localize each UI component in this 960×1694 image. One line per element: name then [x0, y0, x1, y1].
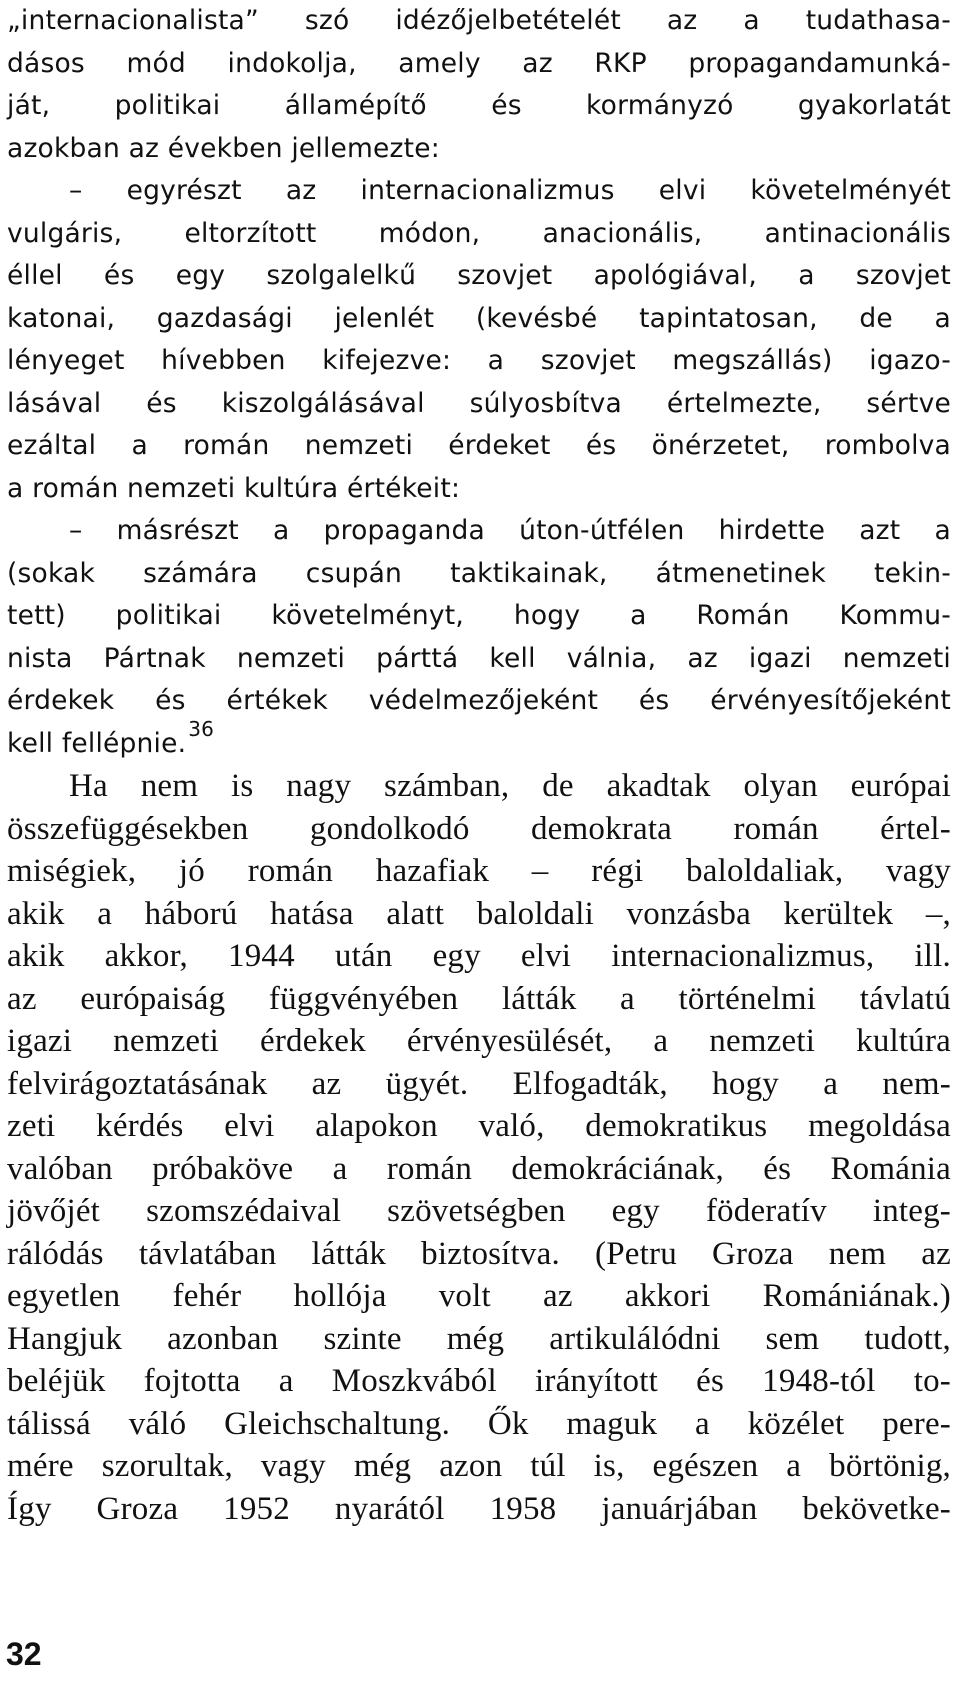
text-line: katonai, gazdasági jelenlét (kevésbé tapintatosan, de a: [7, 302, 951, 334]
text-line: valóban próbaköve a román demokráciának, és Románia: [7, 1150, 951, 1187]
text-line: jövőjét szomszédaival szövetségben egy föderatív integ-: [7, 1193, 951, 1229]
text-line: összefüggésekben gondolkodó demokrata román értel-: [7, 810, 951, 847]
text-line: – egyrészt az internacionalizmus elvi követelményét: [69, 175, 951, 206]
text-line: beléjük fojtotta a Moszkvából irányított és 1948-tól to-: [7, 1363, 951, 1399]
text-line: – másrészt a propaganda úton-útfélen hirdette azt a: [69, 515, 951, 546]
text-line: igazi nemzeti érdekek érvényesülését, a nemzeti kultúra: [7, 1023, 951, 1059]
text-line: zeti kérdés elvi alapokon való, demokratikus megoldása: [7, 1108, 951, 1144]
text-line: tett) politikai követelményt, hogy a Román Kommu-: [7, 600, 951, 631]
text-line: éllel és egy szolgalelkű szovjet apológiával, a szovjet: [7, 260, 951, 291]
text-line: érdekek és értékek védelmezőjeként és érvényesítőjeként: [7, 685, 951, 716]
text-line: akik akkor, 1944 után egy elvi internacionalizmus, ill.: [7, 938, 951, 974]
text-line: „internacionalista” szó idézőjelbetételét az a tudathasa-: [7, 5, 951, 36]
text-line-with-footnote: [7, 716, 951, 766]
text-line: lásával és kiszolgálásával súlyosbítva értelmezte, sértve: [7, 387, 951, 419]
page-number: 32: [6, 1636, 42, 1672]
text-line: lényeget hívebben kifejezve: a szovjet megszállás) igazo-: [7, 345, 951, 376]
text-line: Ha nem is nagy számban, de akadtak olyan európai: [69, 768, 951, 804]
text-line: ját, politikai államépítő és kormányzó gyakorlatát: [7, 90, 951, 121]
text-line: ezáltal a román nemzeti érdeket és önérzetet, rombolva: [7, 430, 951, 461]
text-line: rálódás távlatában látták biztosítva. (Petru Groza nem az: [7, 1235, 951, 1272]
text-line: (sokak számára csupán taktikainak, átmenetinek tekin-: [7, 557, 951, 589]
text-line: tálissá váló Gleichschaltung. Ők maguk a közélet pere-: [7, 1405, 951, 1442]
text-line: a román nemzeti kultúra értékeit:: [7, 472, 461, 504]
text-line: egyetlen fehér hollója volt az akkori Romániának.): [7, 1278, 951, 1314]
text-line: akik a háború hatása alatt baloldali vonzásba kerültek –,: [7, 895, 951, 932]
text-body: [7, 0, 951, 1530]
text-line: felvirágoztatásának az ügyét. Elfogadták, hogy a nem-: [7, 1065, 951, 1102]
text-line: Így Groza 1952 nyarától 1958 januárjában bekövetke-: [7, 1490, 951, 1527]
text-line: miségiek, jó román hazafiak – régi baloldaliak, vagy: [7, 853, 951, 889]
text-line: mére szorultak, vagy még azon túl is, egészen a börtönig,: [7, 1448, 951, 1484]
text-line: azokban az években jellemezte:: [7, 132, 440, 164]
text-line: nista Pártnak nemzeti párttá kell válnia, az igazi nemzeti: [7, 642, 951, 674]
text-line: az európaiság függvényében látták a történelmi távlatú: [7, 980, 951, 1017]
text-line: dásos mód indokolja, amely az RKP propagandamunká-: [7, 47, 951, 79]
text-line: kell fellépnie.: [7, 727, 187, 759]
footnote-reference[interactable]: 36: [188, 716, 215, 741]
text-line: Hangjuk azonban szinte még artikulálódni sem tudott,: [7, 1320, 951, 1357]
text-line: vulgáris, eltorzított módon, anacionális, antinacionális: [7, 217, 951, 249]
